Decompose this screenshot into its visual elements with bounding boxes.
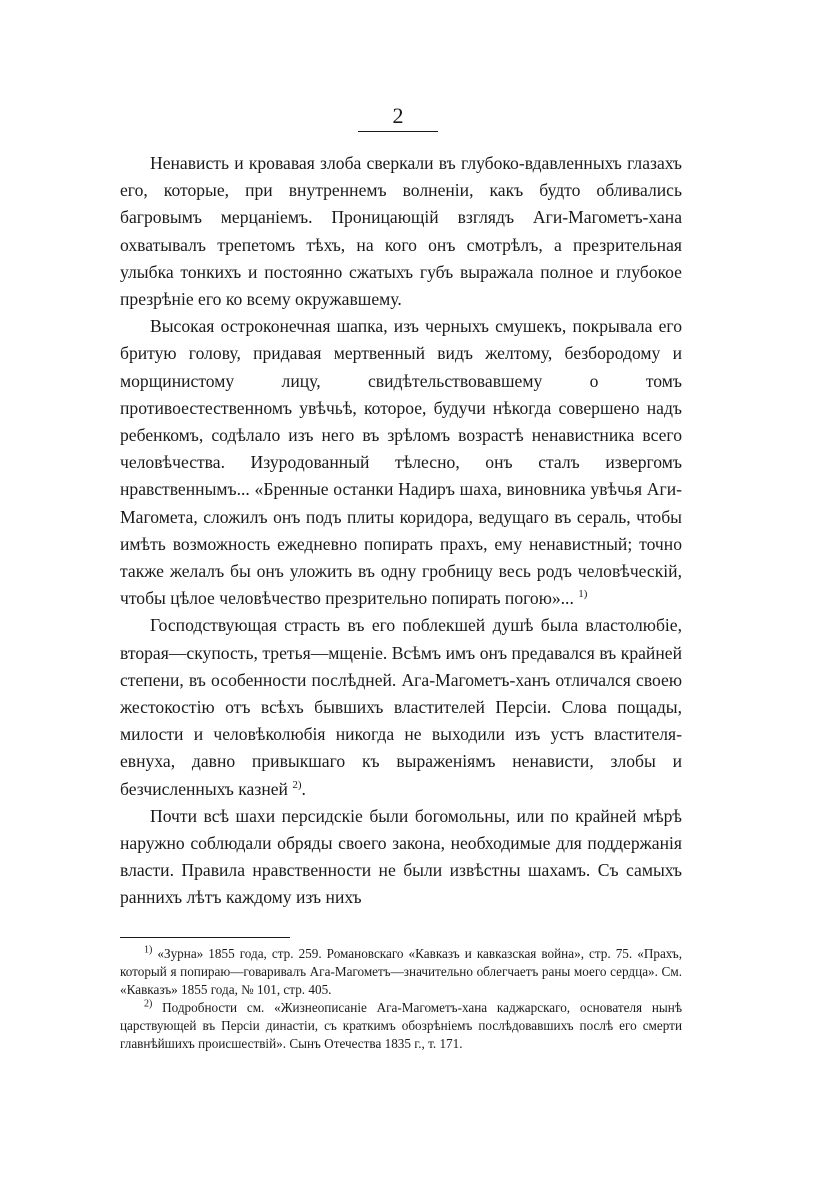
paragraph-1 <box>120 150 682 313</box>
page-number: 2 <box>392 103 404 128</box>
footnote-2 <box>120 999 682 1053</box>
footnote-2-mark: 2) <box>144 998 153 1010</box>
footnote-1-mark: 1) <box>144 944 153 956</box>
paragraph-2 <box>120 313 682 612</box>
paragraph-3: Господствующая страсть въ его поблекшей душѣ была властолюбіе, вторая—скупость, третья—мщеніе. Всѣмъ имъ онъ предавался въ крайней степени, въ особенности послѣдней. Ага-Магометъ-ханъ отличался своею жестокостію отъ всѣхъ бывшихъ властителей Персіи. Слова пощады, милости и человѣколюбія никогда не выходили изъ устъ властителя-евнуха, давно привыкшаго къ выраженіямъ ненависти, злобы и безчисленныхъ казней $^{2)}$. <box>120 615 682 799</box>
page-number-underline <box>358 131 438 132</box>
footnotes <box>120 945 682 1053</box>
paragraph-3-text: Господствующая страсть въ его поблекшей душѣ была властолюбіе, вторая—скупость, третья—мщеніе. Всѣмъ имъ онъ предавался въ крайней степени, въ особенности послѣдней. Ага-Магометъ-ханъ отличался своею жестокостію отъ всѣхъ бывшихъ властителей Персіи. Слова пощады, милости и человѣколюбія никогда не выходили изъ устъ властителя-евнуха, давно привыкшаго къ выраженіямъ ненависти, злобы и безчисленныхъ казней <box>120 615 682 799</box>
footnote-1 <box>120 945 682 999</box>
footnote-ref-2[interactable]: 2) <box>292 778 302 791</box>
paragraph-4-text: Почти всѣ шахи персидскіе были богомольны, или по крайней мѣрѣ наружно соблюдали обряды своего закона, необходимые для поддержанія власти. Правила нравственности не были извѣстны шахамъ. Съ самыхъ раннихъ лѣтъ каждому изъ нихъ <box>120 805 682 908</box>
paragraph-1-text: Ненависть и кровавая злоба сверкали въ глубоко-вдавленныхъ глазахъ его, которые, при внутреннемъ волненіи, какъ будто обливались багровымъ мерцаніемъ. Проницающій взглядъ Аги-Магометъ-хана охватывалъ трепетомъ тѣхъ, на кого онъ смотрѣлъ, а презрительная улыбка тонкихъ и постоянно сжатыхъ губъ выражала полное и глубокое презрѣніе его ко всему окружавшему. <box>120 153 682 310</box>
footnote-1-text: «Зурна» 1855 года, стр. 259. Романовскаго «Кавказъ и кавказская война», стр. 75. «Прахъ, который я попираю—говаривалъ Ага-Магометъ—значительно облегчаетъ раны моего сердца». См. «Кавказъ» 1855 года, № 101, стр. 405. <box>120 946 682 997</box>
main-text <box>120 150 682 912</box>
paragraph-4 <box>120 803 682 912</box>
paragraph-2-text: Высокая остроконечная шапка, изъ черныхъ смушекъ, покрывала его бритую голову, придавая мертвенный видъ желтому, безбородому и морщинистому лицу, свидѣтельствовавшему о томъ противоестественномъ увѣчьѣ, которое, будучи нѣкогда совершено надъ ребенкомъ, содѣлало изъ него въ зрѣломъ возрастѣ ненавистника всего человѣчества. Изуродованный тѣлесно, онъ сталъ извергомъ нравственнымъ... «Бренные останки Надиръ шаха, виновника увѣчья Аги-Магомета, сложилъ онъ подъ плиты коридора, ведущаго въ сераль, чтобы имѣть возможность ежедневно попирать прахъ, ему ненавистный; точно также желалъ бы онъ уложить въ одну гробницу весь родъ человѣческій, чтобы цѣлое человѣчество презрительно попирать погою»... <box>120 316 682 609</box>
footnote-divider <box>120 937 290 938</box>
footnote-2-text: Подробности см. «Жизнеописаніе Ага-Магометъ-хана каджарскаго, основателя нынѣ царствующей въ Персіи династіи, съ краткимъ обозрѣніемъ послѣдовавшихъ послѣ его смерти главнѣйшихъ происшествій». Сынъ Отечества 1835 г., т. 171. <box>120 1000 683 1051</box>
footnote-ref-1[interactable]: 1) <box>578 588 588 601</box>
